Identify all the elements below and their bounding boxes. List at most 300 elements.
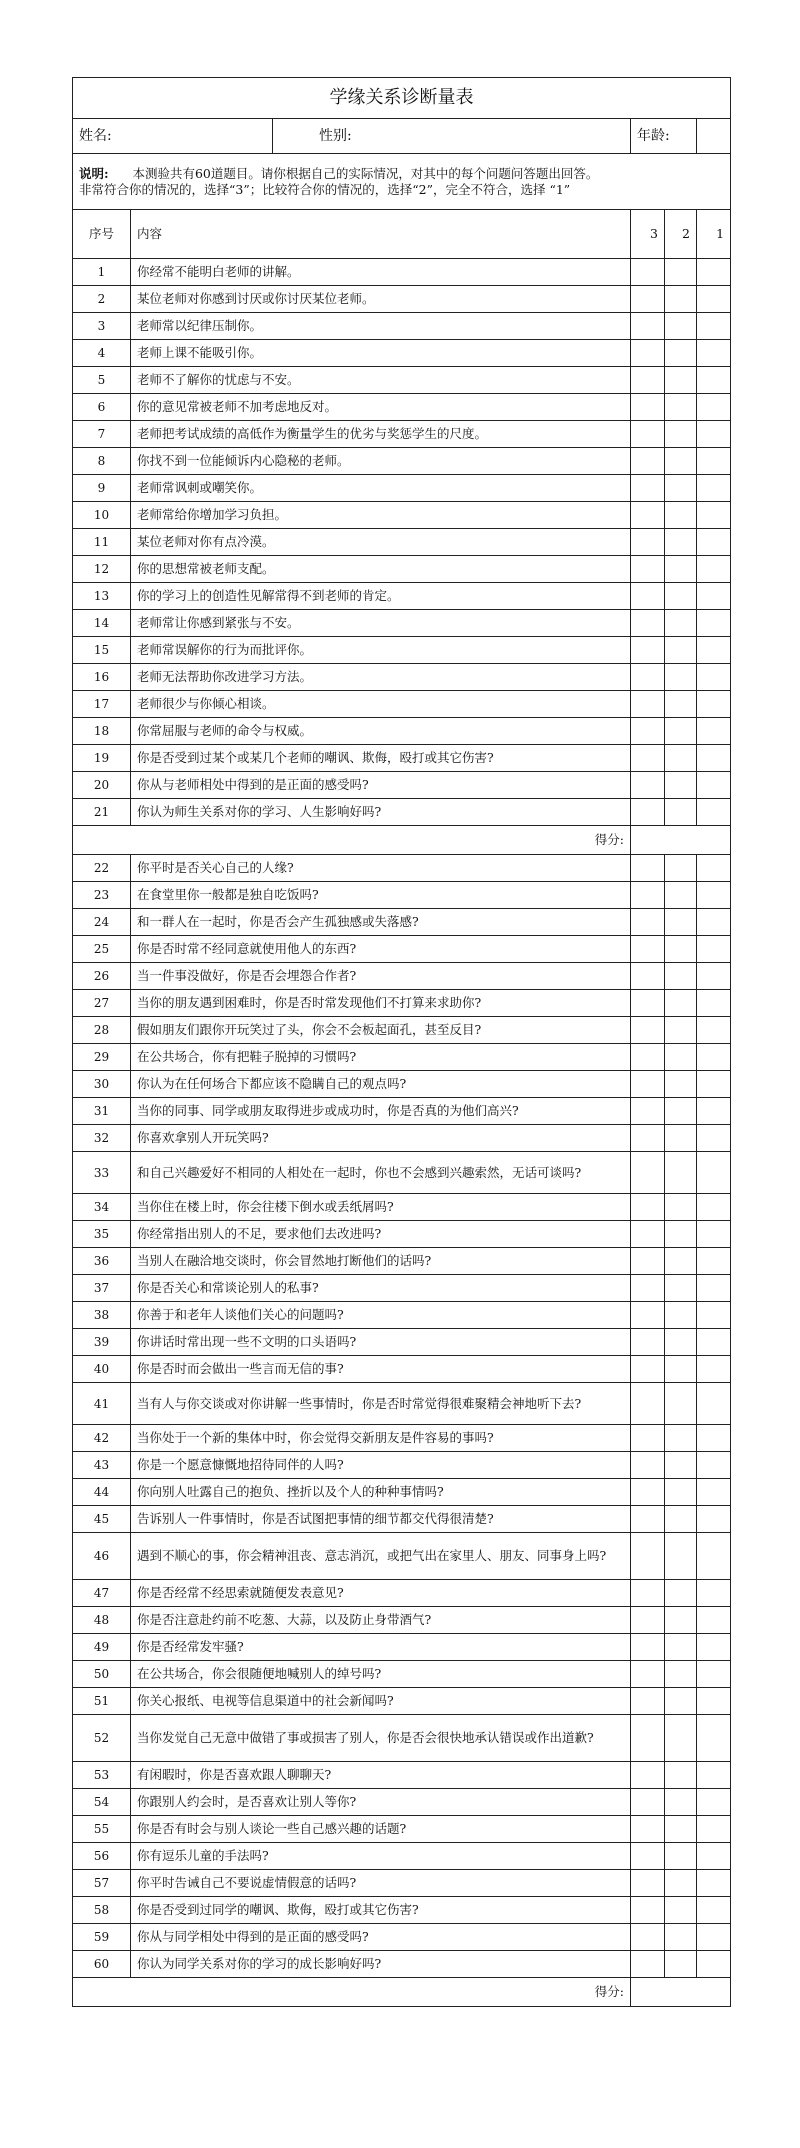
answer-cell-2[interactable] bbox=[665, 1302, 697, 1329]
answer-cell-3[interactable] bbox=[631, 1924, 665, 1951]
answer-cell-3[interactable] bbox=[631, 745, 665, 772]
answer-cell-3[interactable] bbox=[631, 855, 665, 882]
answer-cell-2[interactable] bbox=[665, 1329, 697, 1356]
answer-cell-2[interactable] bbox=[665, 502, 697, 529]
answer-cell-3[interactable] bbox=[631, 340, 665, 367]
table-row bbox=[73, 1221, 731, 1248]
question-text: 你认为师生关系对你的学习、人生影响好吗? bbox=[131, 799, 631, 826]
question-text: 当你的同事、同学或朋友取得进步或成功时，你是否真的为他们高兴? bbox=[131, 1098, 631, 1125]
answer-cell-3[interactable] bbox=[631, 1071, 665, 1098]
table-row bbox=[73, 1951, 731, 1978]
question-text: 你的意见常被老师不加考虑地反对。 bbox=[131, 394, 631, 421]
answer-cell-3[interactable] bbox=[631, 286, 665, 313]
answer-cell-2[interactable] bbox=[665, 1248, 697, 1275]
answer-cell-2[interactable] bbox=[665, 1533, 697, 1580]
answer-cell-3[interactable] bbox=[631, 1870, 665, 1897]
answer-cell-3[interactable] bbox=[631, 1816, 665, 1843]
question-text: 老师常以纪律压制你。 bbox=[131, 313, 631, 340]
answer-cell-2[interactable] bbox=[665, 1221, 697, 1248]
answer-cell-3[interactable] bbox=[631, 1248, 665, 1275]
answer-cell-2[interactable] bbox=[665, 882, 697, 909]
table-row bbox=[73, 1071, 731, 1098]
answer-cell-2[interactable] bbox=[665, 1452, 697, 1479]
answer-cell-1[interactable] bbox=[697, 909, 731, 936]
question-number: 44 bbox=[73, 1479, 131, 1506]
question-text: 你是否时而会做出一些言而无信的事? bbox=[131, 1356, 631, 1383]
answer-cell-2[interactable] bbox=[665, 1152, 697, 1194]
instructions-lead: 说明: bbox=[79, 165, 109, 181]
answer-cell-1[interactable] bbox=[697, 1789, 731, 1816]
answer-cell-1[interactable] bbox=[697, 936, 731, 963]
question-number: 38 bbox=[73, 1302, 131, 1329]
question-text: 当你发觉自己无意中做错了事或损害了别人，你是否会很快地承认错误或作出道歉? bbox=[131, 1715, 631, 1762]
question-text: 你平时是否关心自己的人缘? bbox=[131, 855, 631, 882]
answer-cell-1[interactable] bbox=[697, 1017, 731, 1044]
answer-cell-2[interactable] bbox=[665, 394, 697, 421]
table-row bbox=[73, 259, 731, 286]
answer-cell-3[interactable] bbox=[631, 1356, 665, 1383]
answer-cell-1[interactable] bbox=[697, 691, 731, 718]
table-row bbox=[73, 1302, 731, 1329]
answer-cell-2[interactable] bbox=[665, 1479, 697, 1506]
question-number: 4 bbox=[73, 340, 131, 367]
answer-cell-3[interactable] bbox=[631, 1661, 665, 1688]
answer-cell-1[interactable] bbox=[697, 718, 731, 745]
answer-cell-2[interactable] bbox=[665, 691, 697, 718]
answer-cell-2[interactable] bbox=[665, 1897, 697, 1924]
answer-cell-3[interactable] bbox=[631, 1275, 665, 1302]
form-title: 学缘关系诊断量表 bbox=[73, 78, 731, 119]
answer-cell-2[interactable] bbox=[665, 909, 697, 936]
table-row bbox=[73, 1870, 731, 1897]
answer-cell-2[interactable] bbox=[665, 583, 697, 610]
question-number: 15 bbox=[73, 637, 131, 664]
answer-cell-3[interactable] bbox=[631, 909, 665, 936]
question-number: 35 bbox=[73, 1221, 131, 1248]
answer-cell-2[interactable] bbox=[665, 664, 697, 691]
question-number: 10 bbox=[73, 502, 131, 529]
answer-cell-1[interactable] bbox=[697, 1194, 731, 1221]
answer-cell-2[interactable] bbox=[665, 855, 697, 882]
question-text: 某位老师对你有点冷漠。 bbox=[131, 529, 631, 556]
answer-cell-3[interactable] bbox=[631, 799, 665, 826]
answer-cell-1[interactable] bbox=[697, 882, 731, 909]
answer-cell-3[interactable] bbox=[631, 1715, 665, 1762]
answer-cell-1[interactable] bbox=[697, 1843, 731, 1870]
answer-cell-1[interactable] bbox=[697, 1275, 731, 1302]
answer-cell-2[interactable] bbox=[665, 610, 697, 637]
question-number: 47 bbox=[73, 1580, 131, 1607]
question-text: 你是否经常不经思索就随便发表意见? bbox=[131, 1580, 631, 1607]
question-number: 43 bbox=[73, 1452, 131, 1479]
answer-cell-3[interactable] bbox=[631, 1843, 665, 1870]
question-text: 你经常指出别人的不足，要求他们去改进吗? bbox=[131, 1221, 631, 1248]
answer-cell-1[interactable] bbox=[697, 1098, 731, 1125]
question-text: 你讲话时常出现一些不文明的口头语吗? bbox=[131, 1329, 631, 1356]
answer-cell-2[interactable] bbox=[665, 936, 697, 963]
answer-cell-3[interactable] bbox=[631, 691, 665, 718]
answer-cell-3[interactable] bbox=[631, 313, 665, 340]
answer-cell-1[interactable] bbox=[697, 799, 731, 826]
answer-cell-3[interactable] bbox=[631, 772, 665, 799]
answer-cell-3[interactable] bbox=[631, 1789, 665, 1816]
question-number: 41 bbox=[73, 1383, 131, 1425]
answer-cell-3[interactable] bbox=[631, 1302, 665, 1329]
question-number: 23 bbox=[73, 882, 131, 909]
question-number: 26 bbox=[73, 963, 131, 990]
score-label: 得分: bbox=[73, 826, 631, 855]
table-row bbox=[73, 1634, 731, 1661]
answer-cell-3[interactable] bbox=[631, 1688, 665, 1715]
answer-cell-2[interactable] bbox=[665, 1816, 697, 1843]
answer-cell-1[interactable] bbox=[697, 583, 731, 610]
table-row bbox=[73, 772, 731, 799]
answer-cell-3[interactable] bbox=[631, 448, 665, 475]
table-row bbox=[73, 1329, 731, 1356]
answer-cell-1[interactable] bbox=[697, 1452, 731, 1479]
question-text: 你是否有时会与别人谈论一些自己感兴趣的话题? bbox=[131, 1816, 631, 1843]
answer-cell-2[interactable] bbox=[665, 367, 697, 394]
answer-cell-2[interactable] bbox=[665, 990, 697, 1017]
question-text: 你是一个愿意慷慨地招待同伴的人吗? bbox=[131, 1452, 631, 1479]
score-value-cell[interactable] bbox=[631, 826, 731, 855]
table-row bbox=[73, 448, 731, 475]
answer-cell-1[interactable] bbox=[697, 556, 731, 583]
question-text: 你从与同学相处中得到的是正面的感受吗? bbox=[131, 1924, 631, 1951]
answer-cell-2[interactable] bbox=[665, 963, 697, 990]
answer-cell-2[interactable] bbox=[665, 1607, 697, 1634]
answer-cell-2[interactable] bbox=[665, 1017, 697, 1044]
answer-cell-2[interactable] bbox=[665, 1071, 697, 1098]
answer-cell-2[interactable] bbox=[665, 529, 697, 556]
answer-cell-1[interactable] bbox=[697, 1479, 731, 1506]
question-text: 老师常讽刺或嘲笑你。 bbox=[131, 475, 631, 502]
question-number: 25 bbox=[73, 936, 131, 963]
answer-cell-1[interactable] bbox=[697, 637, 731, 664]
table-row bbox=[73, 421, 731, 448]
table-row bbox=[73, 1789, 731, 1816]
answer-cell-2[interactable] bbox=[665, 1924, 697, 1951]
table-row bbox=[73, 1452, 731, 1479]
answer-cell-1[interactable] bbox=[697, 1816, 731, 1843]
question-number: 52 bbox=[73, 1715, 131, 1762]
answer-cell-2[interactable] bbox=[665, 421, 697, 448]
answer-cell-1[interactable] bbox=[697, 1125, 731, 1152]
answer-cell-1[interactable] bbox=[697, 1221, 731, 1248]
score-row-section-1 bbox=[73, 826, 731, 855]
answer-cell-3[interactable] bbox=[631, 1897, 665, 1924]
answer-cell-2[interactable] bbox=[665, 772, 697, 799]
answer-cell-1[interactable] bbox=[697, 1533, 731, 1580]
answer-cell-1[interactable] bbox=[697, 367, 731, 394]
instructions-line-2: 非常符合你的情况的，选择“3”；比较符合你的情况的，选择“2”，完全不符合，选择 “1” bbox=[79, 181, 571, 197]
question-text: 老师上课不能吸引你。 bbox=[131, 340, 631, 367]
question-number: 57 bbox=[73, 1870, 131, 1897]
answer-cell-2[interactable] bbox=[665, 1425, 697, 1452]
answer-cell-3[interactable] bbox=[631, 1533, 665, 1580]
table-row bbox=[73, 882, 731, 909]
question-number: 22 bbox=[73, 855, 131, 882]
answer-cell-1[interactable] bbox=[697, 855, 731, 882]
question-number: 24 bbox=[73, 909, 131, 936]
answer-cell-3[interactable] bbox=[631, 637, 665, 664]
answer-cell-3[interactable] bbox=[631, 882, 665, 909]
answer-cell-2[interactable] bbox=[665, 1125, 697, 1152]
answer-cell-3[interactable] bbox=[631, 1194, 665, 1221]
answer-cell-1[interactable] bbox=[697, 664, 731, 691]
question-text: 你从与老师相处中得到的是正面的感受吗? bbox=[131, 772, 631, 799]
question-text: 在公共场合，你有把鞋子脱掉的习惯吗? bbox=[131, 1044, 631, 1071]
question-text: 当你的朋友遇到困难时，你是否时常发现他们不打算来求助你? bbox=[131, 990, 631, 1017]
answer-cell-3[interactable] bbox=[631, 1607, 665, 1634]
question-text: 老师常误解你的行为而批评你。 bbox=[131, 637, 631, 664]
answer-cell-3[interactable] bbox=[631, 1762, 665, 1789]
answer-cell-1[interactable] bbox=[697, 1715, 731, 1762]
gender-field[interactable] bbox=[273, 119, 631, 154]
question-text: 老师无法帮助你改进学习方法。 bbox=[131, 664, 631, 691]
answer-cell-3[interactable] bbox=[631, 1580, 665, 1607]
table-row bbox=[73, 1816, 731, 1843]
question-text: 你认为同学关系对你的学习的成长影响好吗? bbox=[131, 1951, 631, 1978]
answer-cell-1[interactable] bbox=[697, 1248, 731, 1275]
answer-cell-1[interactable] bbox=[697, 610, 731, 637]
answer-cell-3[interactable] bbox=[631, 1125, 665, 1152]
table-row bbox=[73, 313, 731, 340]
question-number: 21 bbox=[73, 799, 131, 826]
answer-cell-1[interactable] bbox=[697, 529, 731, 556]
answer-cell-1[interactable] bbox=[697, 1607, 731, 1634]
answer-cell-2[interactable] bbox=[665, 1688, 697, 1715]
question-number: 49 bbox=[73, 1634, 131, 1661]
name-field[interactable] bbox=[73, 119, 273, 154]
question-number: 8 bbox=[73, 448, 131, 475]
question-number: 11 bbox=[73, 529, 131, 556]
answer-cell-1[interactable] bbox=[697, 1044, 731, 1071]
answer-cell-1[interactable] bbox=[697, 1762, 731, 1789]
answer-cell-1[interactable] bbox=[697, 286, 731, 313]
table-row bbox=[73, 1017, 731, 1044]
question-number: 58 bbox=[73, 1897, 131, 1924]
answer-cell-1[interactable] bbox=[697, 772, 731, 799]
answer-cell-3[interactable] bbox=[631, 1479, 665, 1506]
table-row bbox=[73, 1152, 731, 1194]
table-row bbox=[73, 1275, 731, 1302]
answer-cell-1[interactable] bbox=[697, 475, 731, 502]
answer-cell-1[interactable] bbox=[697, 394, 731, 421]
table-row bbox=[73, 1479, 731, 1506]
question-text: 你的思想常被老师支配。 bbox=[131, 556, 631, 583]
score-value-cell[interactable] bbox=[631, 1978, 731, 2007]
answer-cell-2[interactable] bbox=[665, 1383, 697, 1425]
answer-cell-3[interactable] bbox=[631, 1329, 665, 1356]
answer-cell-1[interactable] bbox=[697, 1897, 731, 1924]
answer-cell-2[interactable] bbox=[665, 1789, 697, 1816]
answer-cell-2[interactable] bbox=[665, 1506, 697, 1533]
answer-cell-2[interactable] bbox=[665, 475, 697, 502]
answer-cell-1[interactable] bbox=[697, 1356, 731, 1383]
table-row bbox=[73, 1425, 731, 1452]
answer-cell-1[interactable] bbox=[697, 745, 731, 772]
answer-cell-2[interactable] bbox=[665, 799, 697, 826]
question-text: 你常屈服与老师的命令与权威。 bbox=[131, 718, 631, 745]
table-row bbox=[73, 556, 731, 583]
question-text: 遇到不顺心的事，你会精神沮丧、意志消沉，或把气出在家里人、朋友、同事身上吗? bbox=[131, 1533, 631, 1580]
question-number: 46 bbox=[73, 1533, 131, 1580]
table-row bbox=[73, 340, 731, 367]
answer-cell-3[interactable] bbox=[631, 394, 665, 421]
table-row bbox=[73, 936, 731, 963]
answer-cell-3[interactable] bbox=[631, 1044, 665, 1071]
question-text: 你是否受到过某个或某几个老师的嘲讽、欺侮，殴打或其它伤害? bbox=[131, 745, 631, 772]
answer-cell-1[interactable] bbox=[697, 1661, 731, 1688]
answer-cell-1[interactable] bbox=[697, 1329, 731, 1356]
question-text: 你关心报纸、电视等信息渠道中的社会新闻吗? bbox=[131, 1688, 631, 1715]
answer-cell-2[interactable] bbox=[665, 1194, 697, 1221]
answer-cell-3[interactable] bbox=[631, 1951, 665, 1978]
answer-cell-1[interactable] bbox=[697, 1152, 731, 1194]
answer-cell-1[interactable] bbox=[697, 1924, 731, 1951]
question-number: 16 bbox=[73, 664, 131, 691]
question-text: 你经常不能明白老师的讲解。 bbox=[131, 259, 631, 286]
answer-cell-2[interactable] bbox=[665, 448, 697, 475]
question-text: 老师常让你感到紧张与不安。 bbox=[131, 610, 631, 637]
table-row bbox=[73, 1356, 731, 1383]
answer-cell-3[interactable] bbox=[631, 367, 665, 394]
answer-cell-2[interactable] bbox=[665, 259, 697, 286]
answer-cell-2[interactable] bbox=[665, 1843, 697, 1870]
answer-cell-1[interactable] bbox=[697, 1870, 731, 1897]
answer-cell-2[interactable] bbox=[665, 286, 697, 313]
answer-cell-3[interactable] bbox=[631, 718, 665, 745]
header-content: 内容 bbox=[131, 210, 631, 259]
answer-cell-3[interactable] bbox=[631, 583, 665, 610]
answer-cell-1[interactable] bbox=[697, 990, 731, 1017]
questionnaire-table bbox=[72, 77, 731, 2007]
answer-cell-2[interactable] bbox=[665, 1661, 697, 1688]
question-text: 当你住在楼上时，你会往楼下倒水或丢纸屑吗? bbox=[131, 1194, 631, 1221]
answer-cell-2[interactable] bbox=[665, 1580, 697, 1607]
question-text: 当有人与你交谈或对你讲解一些事情时，你是否时常觉得很难聚精会神地听下去? bbox=[131, 1383, 631, 1425]
answer-cell-3[interactable] bbox=[631, 502, 665, 529]
answer-cell-3[interactable] bbox=[631, 259, 665, 286]
answer-cell-3[interactable] bbox=[631, 556, 665, 583]
answer-cell-2[interactable] bbox=[665, 313, 697, 340]
answer-cell-2[interactable] bbox=[665, 1715, 697, 1762]
answer-cell-2[interactable] bbox=[665, 1870, 697, 1897]
answer-cell-1[interactable] bbox=[697, 340, 731, 367]
table-row bbox=[73, 1897, 731, 1924]
answer-cell-3[interactable] bbox=[631, 1152, 665, 1194]
answer-cell-3[interactable] bbox=[631, 1098, 665, 1125]
answer-cell-1[interactable] bbox=[697, 1688, 731, 1715]
answer-cell-3[interactable] bbox=[631, 1452, 665, 1479]
answer-cell-3[interactable] bbox=[631, 936, 665, 963]
answer-cell-3[interactable] bbox=[631, 1383, 665, 1425]
answer-cell-2[interactable] bbox=[665, 556, 697, 583]
answer-cell-2[interactable] bbox=[665, 1356, 697, 1383]
table-row bbox=[73, 610, 731, 637]
answer-cell-3[interactable] bbox=[631, 664, 665, 691]
questionnaire-sheet bbox=[72, 77, 730, 2007]
answer-cell-2[interactable] bbox=[665, 745, 697, 772]
answer-cell-1[interactable] bbox=[697, 1425, 731, 1452]
age-field[interactable] bbox=[631, 119, 697, 154]
answer-cell-2[interactable] bbox=[665, 637, 697, 664]
question-text: 在公共场合，你会很随便地喊别人的绰号吗? bbox=[131, 1661, 631, 1688]
answer-cell-1[interactable] bbox=[697, 421, 731, 448]
question-number: 32 bbox=[73, 1125, 131, 1152]
table-row bbox=[73, 1843, 731, 1870]
answer-cell-3[interactable] bbox=[631, 990, 665, 1017]
question-number: 31 bbox=[73, 1098, 131, 1125]
answer-cell-2[interactable] bbox=[665, 1634, 697, 1661]
answer-cell-3[interactable] bbox=[631, 610, 665, 637]
answer-cell-1[interactable] bbox=[697, 1580, 731, 1607]
question-text: 你认为在任何场合下都应该不隐瞒自己的观点吗? bbox=[131, 1071, 631, 1098]
question-text: 和自己兴趣爱好不相同的人相处在一起时，你也不会感到兴趣索然，无话可谈吗? bbox=[131, 1152, 631, 1194]
answer-cell-3[interactable] bbox=[631, 421, 665, 448]
answer-cell-1[interactable] bbox=[697, 448, 731, 475]
table-row bbox=[73, 1607, 731, 1634]
answer-cell-2[interactable] bbox=[665, 718, 697, 745]
answer-cell-2[interactable] bbox=[665, 1951, 697, 1978]
answer-cell-1[interactable] bbox=[697, 1383, 731, 1425]
table-row bbox=[73, 745, 731, 772]
answer-cell-3[interactable] bbox=[631, 529, 665, 556]
answer-cell-3[interactable] bbox=[631, 1634, 665, 1661]
question-number: 33 bbox=[73, 1152, 131, 1194]
header-score-3: 3 bbox=[631, 210, 665, 259]
answer-cell-1[interactable] bbox=[697, 502, 731, 529]
table-row bbox=[73, 1715, 731, 1762]
answer-cell-1[interactable] bbox=[697, 963, 731, 990]
answer-cell-1[interactable] bbox=[697, 1634, 731, 1661]
answer-cell-1[interactable] bbox=[697, 1302, 731, 1329]
answer-cell-1[interactable] bbox=[697, 313, 731, 340]
header-score-2: 2 bbox=[665, 210, 697, 259]
answer-cell-2[interactable] bbox=[665, 1044, 697, 1071]
gender-label: 性别: bbox=[319, 128, 352, 144]
table-row bbox=[73, 1248, 731, 1275]
answer-cell-2[interactable] bbox=[665, 1762, 697, 1789]
answer-cell-3[interactable] bbox=[631, 963, 665, 990]
question-number: 20 bbox=[73, 772, 131, 799]
question-number: 12 bbox=[73, 556, 131, 583]
answer-cell-3[interactable] bbox=[631, 1425, 665, 1452]
answer-cell-1[interactable] bbox=[697, 259, 731, 286]
header-seq: 序号 bbox=[73, 210, 131, 259]
table-row bbox=[73, 394, 731, 421]
table-row bbox=[73, 1098, 731, 1125]
answer-cell-3[interactable] bbox=[631, 475, 665, 502]
question-number: 2 bbox=[73, 286, 131, 313]
answer-cell-3[interactable] bbox=[631, 1221, 665, 1248]
table-row bbox=[73, 963, 731, 990]
table-row bbox=[73, 909, 731, 936]
answer-cell-2[interactable] bbox=[665, 340, 697, 367]
answer-cell-2[interactable] bbox=[665, 1098, 697, 1125]
answer-cell-1[interactable] bbox=[697, 1506, 731, 1533]
answer-cell-3[interactable] bbox=[631, 1017, 665, 1044]
answer-cell-3[interactable] bbox=[631, 1506, 665, 1533]
answer-cell-1[interactable] bbox=[697, 1071, 731, 1098]
question-text: 当你处于一个新的集体中时，你会觉得交新朋友是件容易的事吗? bbox=[131, 1425, 631, 1452]
question-text: 当一件事没做好，你是否会埋怨合作者? bbox=[131, 963, 631, 990]
table-row bbox=[73, 990, 731, 1017]
question-text: 老师常给你增加学习负担。 bbox=[131, 502, 631, 529]
answer-cell-2[interactable] bbox=[665, 1275, 697, 1302]
answer-cell-1[interactable] bbox=[697, 1951, 731, 1978]
